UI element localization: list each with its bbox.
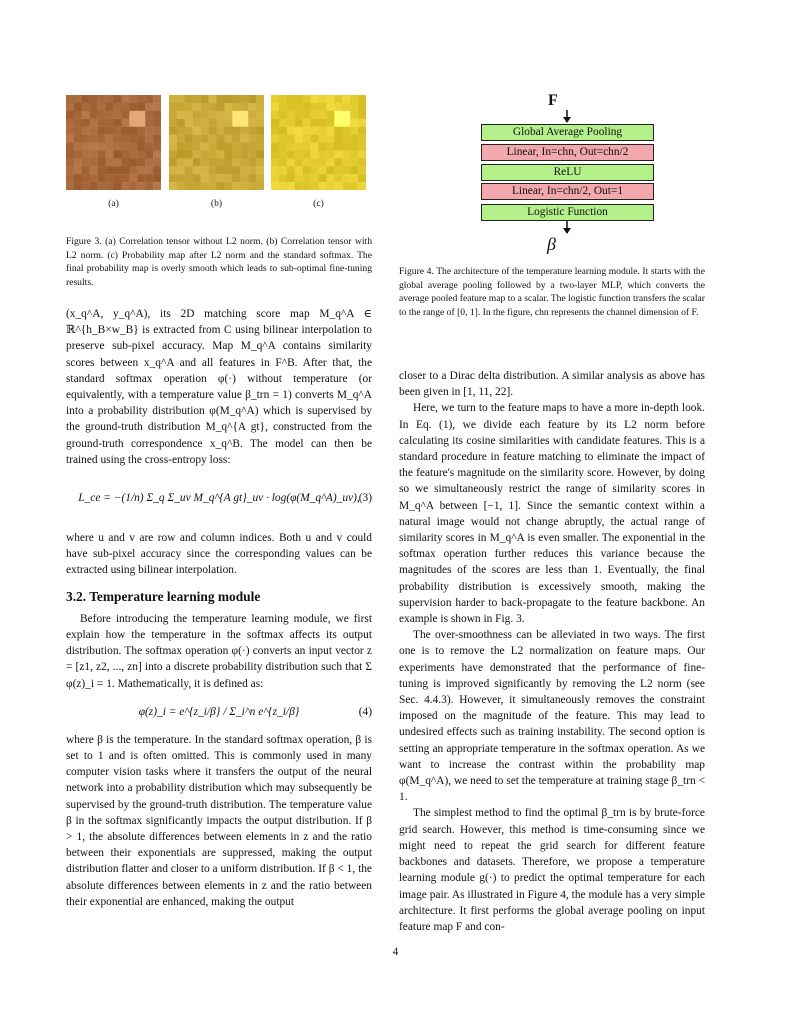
block-linear-1: Linear, In=chn, Out=chn/2	[481, 144, 654, 161]
figure-3	[66, 95, 366, 210]
heatmap-c	[271, 95, 366, 190]
block-relu: ReLU	[481, 164, 654, 181]
paragraph: (x_q^A, y_q^A), its 2D matching score map M_q^A ∈ ℝ^{h_B×w_B} is extracted from C using bilinear interpolation to preserve sub-pixel accuracy. Map M_q^A contains similarity scores between x_q^A and all features in F^B. After that, the standard softmax operation φ(·) without temperature (or equivalently, with a temperature value β_trn = 1) converts M_q^A into a probability distribution φ(M_q^A) which is supervised by the ground-truth distribution M_q^{A gt}, constructed from the ground-truth correspondence x_q^B. The model can then be trained using the cross-entropy loss:	[66, 308, 372, 466]
section-heading: 3.2. Temperature learning module	[66, 588, 261, 604]
heatmap-a	[66, 95, 161, 190]
heatmap-b	[169, 95, 264, 190]
paragraph: Before introducing the temperature learning module, we first explain how the temperature in the softmax affects its output distribution. The softmax operation φ(·) converts an input vector z = [z1, z2, ..., zn] into a discrete probability distribution such that Σ φ(z)_i = 1. Mathematically, it is defined as:	[66, 612, 372, 690]
output-beta-label: β	[547, 234, 556, 254]
block-linear-2: Linear, In=chn/2, Out=1	[481, 183, 654, 200]
equation-number: (4)	[358, 705, 372, 718]
label-a: (a)	[108, 198, 119, 209]
label-c: (c)	[313, 198, 324, 209]
equation-number: (3)	[358, 492, 372, 505]
paragraph: where β is the temperature. In the standard softmax operation, β is set to 1 and is often omitted. This is commonly used in many computer vision tasks where it transfers the output of the neural network into a probability distribution which may subsequently be supervised by the ground-truth distribution. The temperature value β in the softmax significantly impacts the output distribution. If β > 1, the absolute differences between elements in z and the ratio between their exponentials are suppressed, making the output distribution flatter and closer to a uniform distribution. If β < 1, the absolute differences between elements in z and the ratio between their exponential are enhanced, making the output	[66, 733, 372, 908]
arrow-down-icon	[562, 110, 572, 124]
input-f-label: F	[548, 92, 558, 109]
equation-3-body: L_ce = −(1/n) Σ_q Σ_uv M_q^{A gt}_uv · log(φ(M_q^A)_uv),	[78, 492, 360, 505]
left-column	[66, 306, 372, 910]
figure-3-caption: Figure 3. (a) Correlation tensor without L2 norm. (b) Correlation tensor with L2 norm. (c) Probability map after L2 norm and the standard softmax. The final probability map is overly smooth which leads to sub-optimal fine-tuning results.	[66, 236, 372, 288]
equation-3	[66, 482, 372, 522]
paragraph: Here, we turn to the feature maps to have a more in-depth look. In Eq. (1), we divide each feature by its L2 norm before calculating its cosine similarities with candidate features. This is a standard procedure in feature matching to eliminate the impact of the feature's magnitude on the similarity score. However, by doing so we simultaneously restrict the range of similarity scores in M_q^A between [−1, 1]. Since the semantic context within a natural image would not change abruptly, the actual range of similarity scores in M_q^A is even smaller. The exponential in the softmax operation further reduces this variance because the magnitudes of the scores are less than 1. Eventually, the final probability distribution is excessively smooth, making the supervision harder to back-propagate to the feature backbone. An example is shown in Fig. 3.	[399, 402, 705, 626]
block-logistic-function: Logistic Function	[481, 204, 654, 221]
block-global-average-pooling: Global Average Pooling	[481, 124, 654, 141]
equation-4-body: φ(z)_i = e^{z_i/β} / Σ_i^n e^{z_i/β}	[138, 705, 300, 718]
paragraph: The simplest method to find the optimal β_trn is by brute-force grid search. However, this method is time-consuming since we might need to repeat the grid search for different feature backbones and datasets. Therefore, we propose a temperature learning module g(·) to predict the optimal temperature for each image pair. As illustrated in Figure 4, the module has a very simple architecture. It first performs the global average pooling on input feature map F and con-	[399, 807, 705, 933]
right-column	[399, 368, 705, 935]
page-number: 4	[392, 946, 399, 958]
figure-4-caption: Figure 4. The architecture of the temperature learning module. It starts with the global average pooling followed by a two-layer MLP, which converts the average pooled feature map to a scalar. The logistic function transfers the scalar to the range of [0, 1]. In the figure, chn represents the channel dimension of F.	[399, 266, 705, 318]
equation-4	[66, 698, 372, 732]
label-b: (b)	[210, 198, 223, 209]
paragraph: where u and v are row and column indices. Both u and v could have sub-pixel accuracy since the corresponding values can be extracted using bilinear interpolation.	[66, 532, 372, 577]
paragraph: The over-smoothness can be alleviated in two ways. The first one is to remove the L2 normalization on feature maps. Our experiments have demonstrated that the performance of fine-tuning is improved significantly by removing the L2 norm (see Sec. 4.4.3). However, it simultaneously removes the constraint imposed on the magnitude of the feature. This may lead to undesired effects such as training instability. The second option is setting an appropriate temperature in the softmax operation. As we want to increase the contrast within the probability map φ(M_q^A), we need to set the temperature at training stage β_trn < 1.	[399, 629, 705, 804]
paragraph: closer to a Dirac delta distribution. A similar analysis as above has been given in [1, 11, 22].	[399, 370, 705, 399]
arrow-down-icon	[562, 221, 572, 235]
